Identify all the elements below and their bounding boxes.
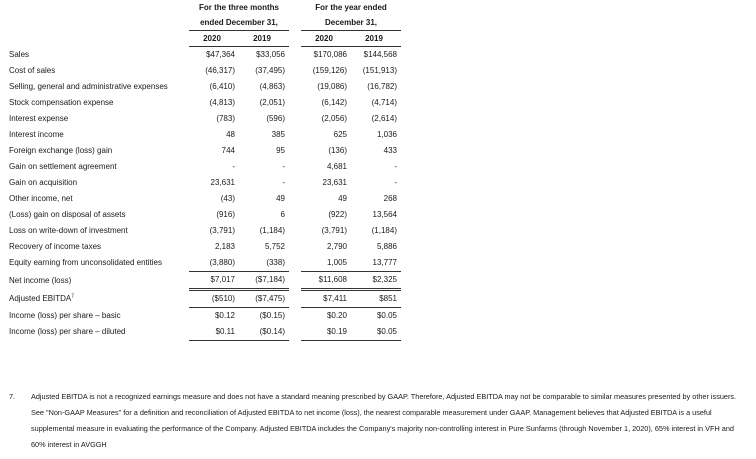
row-label-text: (Loss) gain on disposal of assets — [9, 210, 126, 219]
table-row — [9, 324, 401, 341]
value-cell: (159,126) — [312, 66, 347, 75]
footnote-marker: 7 — [71, 292, 75, 299]
value-cell: $0.05 — [351, 324, 401, 341]
value-cell: ($0.14) — [239, 324, 289, 341]
value-cell: (16,782) — [367, 82, 397, 91]
column-gap — [289, 191, 301, 207]
row-label-text: Adjusted EBITDA — [9, 293, 72, 303]
column-gap — [289, 175, 301, 191]
table-row — [9, 207, 401, 223]
value-cell: $0.19 — [301, 324, 351, 341]
value-cell: 1,036 — [376, 130, 397, 139]
row-label-text: Gain on acquisition — [9, 178, 78, 187]
value-cell: 6 — [280, 210, 285, 219]
value-cell: (922) — [328, 210, 347, 219]
column-gap — [289, 143, 301, 159]
value-cell: $144,568 — [363, 50, 397, 59]
table-row — [9, 143, 401, 159]
column-gap — [289, 308, 301, 325]
table-row — [9, 95, 401, 111]
year-col-2: 2019 — [239, 31, 289, 47]
column-gap — [289, 272, 301, 290]
value-cell: (151,913) — [362, 66, 397, 75]
column-gap — [289, 63, 301, 79]
value-cell: (136) — [328, 146, 347, 155]
value-cell: $2,325 — [351, 272, 401, 290]
row-label — [9, 95, 189, 111]
table-row — [9, 63, 401, 79]
row-label-text: Other income, net — [9, 194, 73, 203]
value-cell: (19,086) — [317, 82, 347, 91]
year-col-1: 2020 — [189, 31, 239, 47]
table-row — [9, 47, 401, 64]
value-cell: 49 — [276, 194, 285, 203]
value-cell: - — [232, 162, 235, 171]
table-row — [9, 223, 401, 239]
three-months-header-line2: ended December 31, — [189, 15, 289, 31]
value-cell: - — [282, 162, 285, 171]
table-row — [9, 175, 401, 191]
value-cell: $170,086 — [313, 50, 347, 59]
row-label-text: Income (loss) per share – basic — [9, 310, 121, 320]
row-label-text: Selling, general and administrative expenses — [9, 82, 168, 91]
value-cell: $0.11 — [189, 324, 239, 341]
row-label — [9, 191, 189, 207]
row-label — [9, 324, 189, 341]
value-cell: 95 — [276, 146, 285, 155]
row-label-text: Foreign exchange (loss) gain — [9, 146, 113, 155]
value-cell: $0.20 — [326, 311, 347, 320]
row-label — [9, 79, 189, 95]
value-cell: 625 — [333, 130, 347, 139]
value-cell: ($7,184) — [239, 272, 289, 290]
value-cell: 1,005 — [301, 255, 351, 272]
row-label — [9, 159, 189, 175]
value-cell: 433 — [383, 146, 397, 155]
header-spacer — [9, 15, 189, 31]
column-gap — [289, 159, 301, 175]
header-spacer — [9, 31, 189, 47]
three-months-header-line1: For the three months — [198, 3, 279, 12]
header-spacer — [9, 0, 189, 15]
column-gap — [289, 223, 301, 239]
value-cell: $11,608 — [301, 272, 351, 290]
value-cell: 23,631 — [210, 178, 235, 187]
value-cell: 13,777 — [351, 255, 401, 272]
table-row — [9, 255, 401, 272]
value-cell: (916) — [216, 210, 235, 219]
row-label — [9, 127, 189, 143]
row-label-text: Equity earning from unconsolidated entities — [9, 258, 162, 268]
value-cell: (338) — [239, 255, 289, 272]
row-label-text: Interest income — [9, 130, 64, 139]
value-cell: 385 — [271, 130, 285, 139]
value-cell: (46,317) — [205, 66, 235, 75]
header-row-years — [9, 31, 401, 47]
table-row — [9, 159, 401, 175]
row-label-text: Income (loss) per share – diluted — [9, 327, 126, 337]
value-cell: $7,017 — [189, 272, 239, 290]
value-cell: (4,813) — [209, 98, 235, 107]
row-label-text: Loss on write-down of investment — [9, 226, 128, 235]
year-header-line2: December 31, — [301, 15, 401, 31]
header-gap — [289, 15, 301, 31]
income-statement-table — [9, 0, 401, 341]
footnote — [9, 389, 749, 453]
row-label — [9, 308, 189, 325]
value-cell: - — [394, 162, 397, 171]
value-cell: (596) — [266, 114, 285, 123]
financial-table-container — [9, 0, 419, 341]
value-cell: (2,614) — [371, 114, 397, 123]
value-cell: ($510) — [189, 290, 239, 308]
year-col-3: 2020 — [301, 31, 351, 47]
row-label — [9, 255, 189, 272]
table-row — [9, 239, 401, 255]
value-cell: 268 — [383, 194, 397, 203]
value-cell: 48 — [226, 130, 235, 139]
value-cell: (3,880) — [189, 255, 239, 272]
row-label — [9, 207, 189, 223]
row-label — [9, 272, 189, 290]
value-cell: ($7,475) — [239, 290, 289, 308]
header-row-period-line2 — [9, 15, 401, 31]
column-gap — [289, 290, 301, 308]
value-cell: $33,056 — [256, 50, 285, 59]
row-label — [9, 63, 189, 79]
row-label-text: Net income (loss) — [9, 275, 72, 285]
row-label-text: Gain on settlement agreement — [9, 162, 117, 171]
value-cell: - — [394, 178, 397, 187]
header-row-period-line1 — [9, 0, 401, 15]
value-cell: $47,364 — [206, 50, 235, 59]
value-cell: (2,051) — [259, 98, 285, 107]
value-cell: 13,564 — [372, 210, 397, 219]
column-gap — [289, 324, 301, 341]
table-row — [9, 191, 401, 207]
year-col-4: 2019 — [351, 31, 401, 47]
header-gap — [289, 31, 301, 47]
value-cell: (43) — [220, 194, 235, 203]
row-label-text: Sales — [9, 49, 30, 59]
value-cell: (4,863) — [259, 82, 285, 91]
value-cell: $0.12 — [214, 311, 235, 320]
column-gap — [289, 255, 301, 272]
value-cell: 2,183 — [214, 242, 235, 251]
value-cell: (37,495) — [255, 66, 285, 75]
row-label-text: Interest expense — [9, 114, 69, 123]
value-cell: (1,184) — [371, 226, 397, 235]
value-cell: (1,184) — [259, 226, 285, 235]
value-cell: (783) — [216, 114, 235, 123]
footnote-number: 7. — [9, 392, 16, 401]
column-gap — [289, 111, 301, 127]
header-gap — [289, 0, 301, 15]
table-row — [9, 308, 401, 325]
value-cell: (6,410) — [209, 82, 235, 91]
table-row — [9, 111, 401, 127]
value-cell: 23,631 — [322, 178, 347, 187]
value-cell: 744 — [221, 146, 235, 155]
table-row — [9, 290, 401, 308]
value-cell: 2,790 — [326, 242, 347, 251]
value-cell: - — [282, 178, 285, 187]
row-label — [9, 239, 189, 255]
footnote-text: Adjusted EBITDA is not a recognized earnings measure and does not have a standard meaning prescribed by GAAP. Therefore, Adjusted EBITDA may not be comparable to similar measures presented by other issuers. See "Non-GAAP Measures" for a definition and reconciliation of Adjusted EBITDA to net income (loss), the nearest comparable measurement under GAAP. Management believes that Adjusted EBITDA is a useful supplemental measure in evaluating the performance of the Company. Adjusted EBITDA includes the Company's majority non-controlling interest in Pure Sunfarms (through November 1, 2020), 65% interest in VFH and 60% interest in AVGGH — [31, 392, 737, 449]
row-label-text: Recovery of income taxes — [9, 242, 102, 251]
row-label — [9, 47, 189, 64]
table-row — [9, 272, 401, 290]
value-cell: ($0.15) — [259, 311, 285, 320]
row-label — [9, 223, 189, 239]
table-row — [9, 79, 401, 95]
row-label — [9, 111, 189, 127]
year-header-line1: For the year ended — [315, 3, 387, 12]
value-cell: $7,411 — [301, 290, 351, 308]
column-gap — [289, 95, 301, 111]
value-cell: $851 — [351, 290, 401, 308]
column-gap — [289, 79, 301, 95]
value-cell: (4,714) — [371, 98, 397, 107]
column-gap — [289, 207, 301, 223]
table-row — [9, 127, 401, 143]
row-label — [9, 143, 189, 159]
value-cell: $0.05 — [376, 311, 397, 320]
value-cell: 49 — [338, 194, 347, 203]
column-gap — [289, 47, 301, 64]
row-label — [9, 175, 189, 191]
row-label-text: Cost of sales — [9, 66, 56, 75]
value-cell: (2,056) — [321, 114, 347, 123]
value-cell: 4,681 — [326, 162, 347, 171]
row-label-text: Stock compensation expense — [9, 98, 114, 107]
value-cell: 5,886 — [376, 242, 397, 251]
value-cell: (6,142) — [321, 98, 347, 107]
value-cell: (3,791) — [209, 226, 235, 235]
value-cell: (3,791) — [321, 226, 347, 235]
column-gap — [289, 239, 301, 255]
column-gap — [289, 127, 301, 143]
row-label — [9, 290, 189, 308]
value-cell: 5,752 — [264, 242, 285, 251]
